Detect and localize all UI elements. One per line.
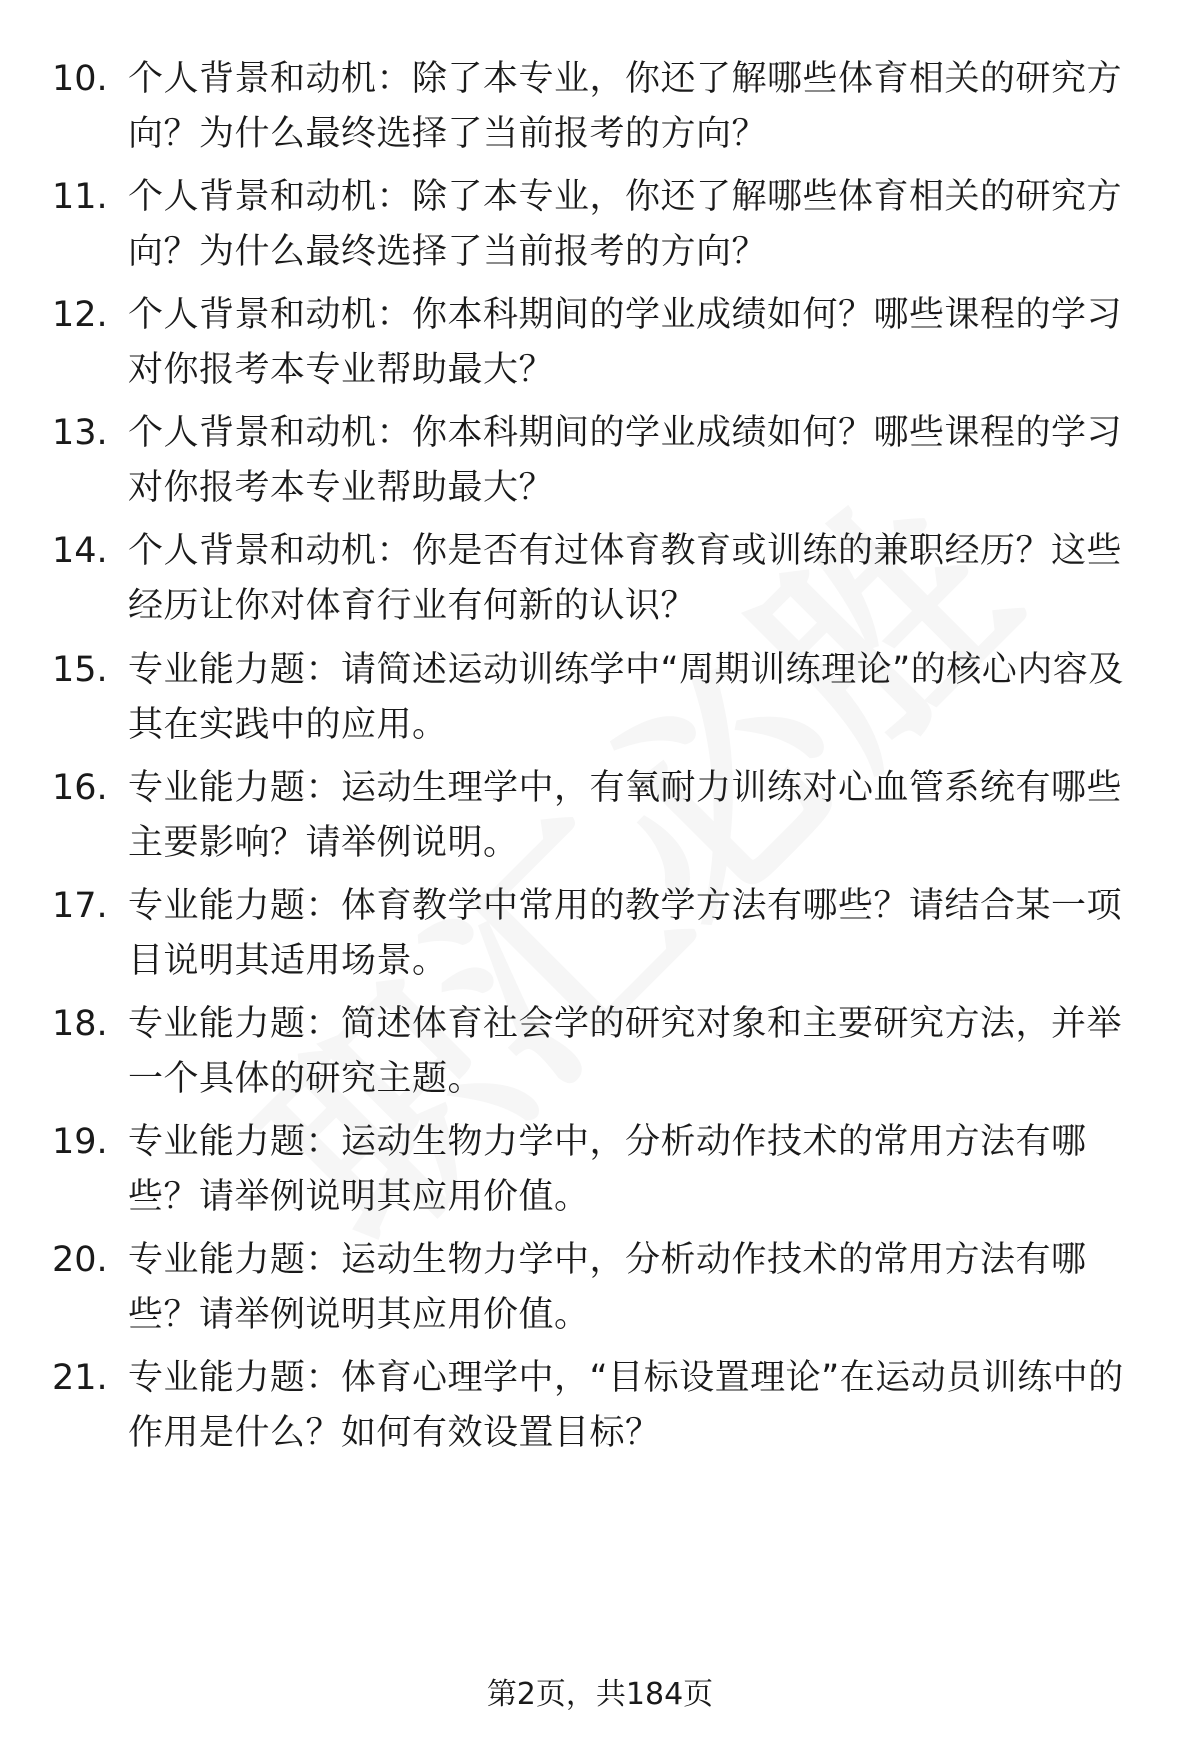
question-number: 17. (52, 886, 108, 926)
question-text: 专业能力题：体育教学中常用的教学方法有哪些？请结合某一项目说明其适用场景。 (128, 886, 1123, 981)
question-text: 专业能力题：请简述运动训练学中“周期训练理论”的核心内容及其在实践中的应用。 (128, 650, 1124, 745)
question-text: 专业能力题：运动生理学中，有氧耐力训练对心血管系统有哪些主要影响？请举例说明。 (128, 768, 1123, 863)
question-number: 11. (52, 177, 108, 217)
question-item (52, 288, 1152, 408)
page-footer: 第2页，共184页 (486, 1677, 714, 1712)
question-number: 15. (52, 650, 108, 690)
question-item (52, 1115, 1152, 1235)
question-text: 专业能力题：运动生物力学中，分析动作技术的常用方法有哪些？请举例说明其应用价值。 (128, 1122, 1087, 1217)
question-item (52, 170, 1152, 290)
question-number: 18. (52, 1004, 108, 1044)
question-number: 20. (52, 1240, 108, 1280)
question-text: 个人背景和动机：除了本专业，你还了解哪些体育相关的研究方向？为什么最终选择了当前报考的方向？ (128, 59, 1123, 154)
question-item (52, 1233, 1152, 1353)
question-item (52, 997, 1152, 1117)
question-number: 10. (52, 59, 108, 99)
question-text: 个人背景和动机：你是否有过体育教育或训练的兼职经历？这些经历让你对体育行业有何新的认识？ (128, 531, 1123, 626)
question-number: 12. (52, 295, 108, 335)
question-text: 专业能力题：体育心理学中，“目标设置理论”在运动员训练中的作用是什么？如何有效设置目标？ (128, 1358, 1124, 1453)
question-text: 专业能力题：简述体育社会学的研究对象和主要研究方法，并举一个具体的研究主题。 (128, 1004, 1123, 1099)
question-number: 21. (52, 1358, 108, 1398)
question-number: 14. (52, 531, 108, 571)
question-text: 专业能力题：运动生物力学中，分析动作技术的常用方法有哪些？请举例说明其应用价值。 (128, 1240, 1087, 1335)
question-item (52, 52, 1152, 172)
question-item (52, 1351, 1152, 1471)
question-item (52, 524, 1152, 644)
question-item (52, 643, 1152, 763)
question-text: 个人背景和动机：除了本专业，你还了解哪些体育相关的研究方向？为什么最终选择了当前报考的方向？ (128, 177, 1123, 272)
question-item (52, 406, 1152, 526)
question-number: 13. (52, 413, 108, 453)
question-item (52, 879, 1152, 999)
question-text: 个人背景和动机：你本科期间的学业成绩如何？哪些课程的学习对你报考本专业帮助最大？ (128, 295, 1123, 390)
question-number: 16. (52, 768, 108, 808)
question-text: 个人背景和动机：你本科期间的学业成绩如何？哪些课程的学习对你报考本专业帮助最大？ (128, 413, 1123, 508)
question-number: 19. (52, 1122, 108, 1162)
question-item (52, 761, 1152, 881)
